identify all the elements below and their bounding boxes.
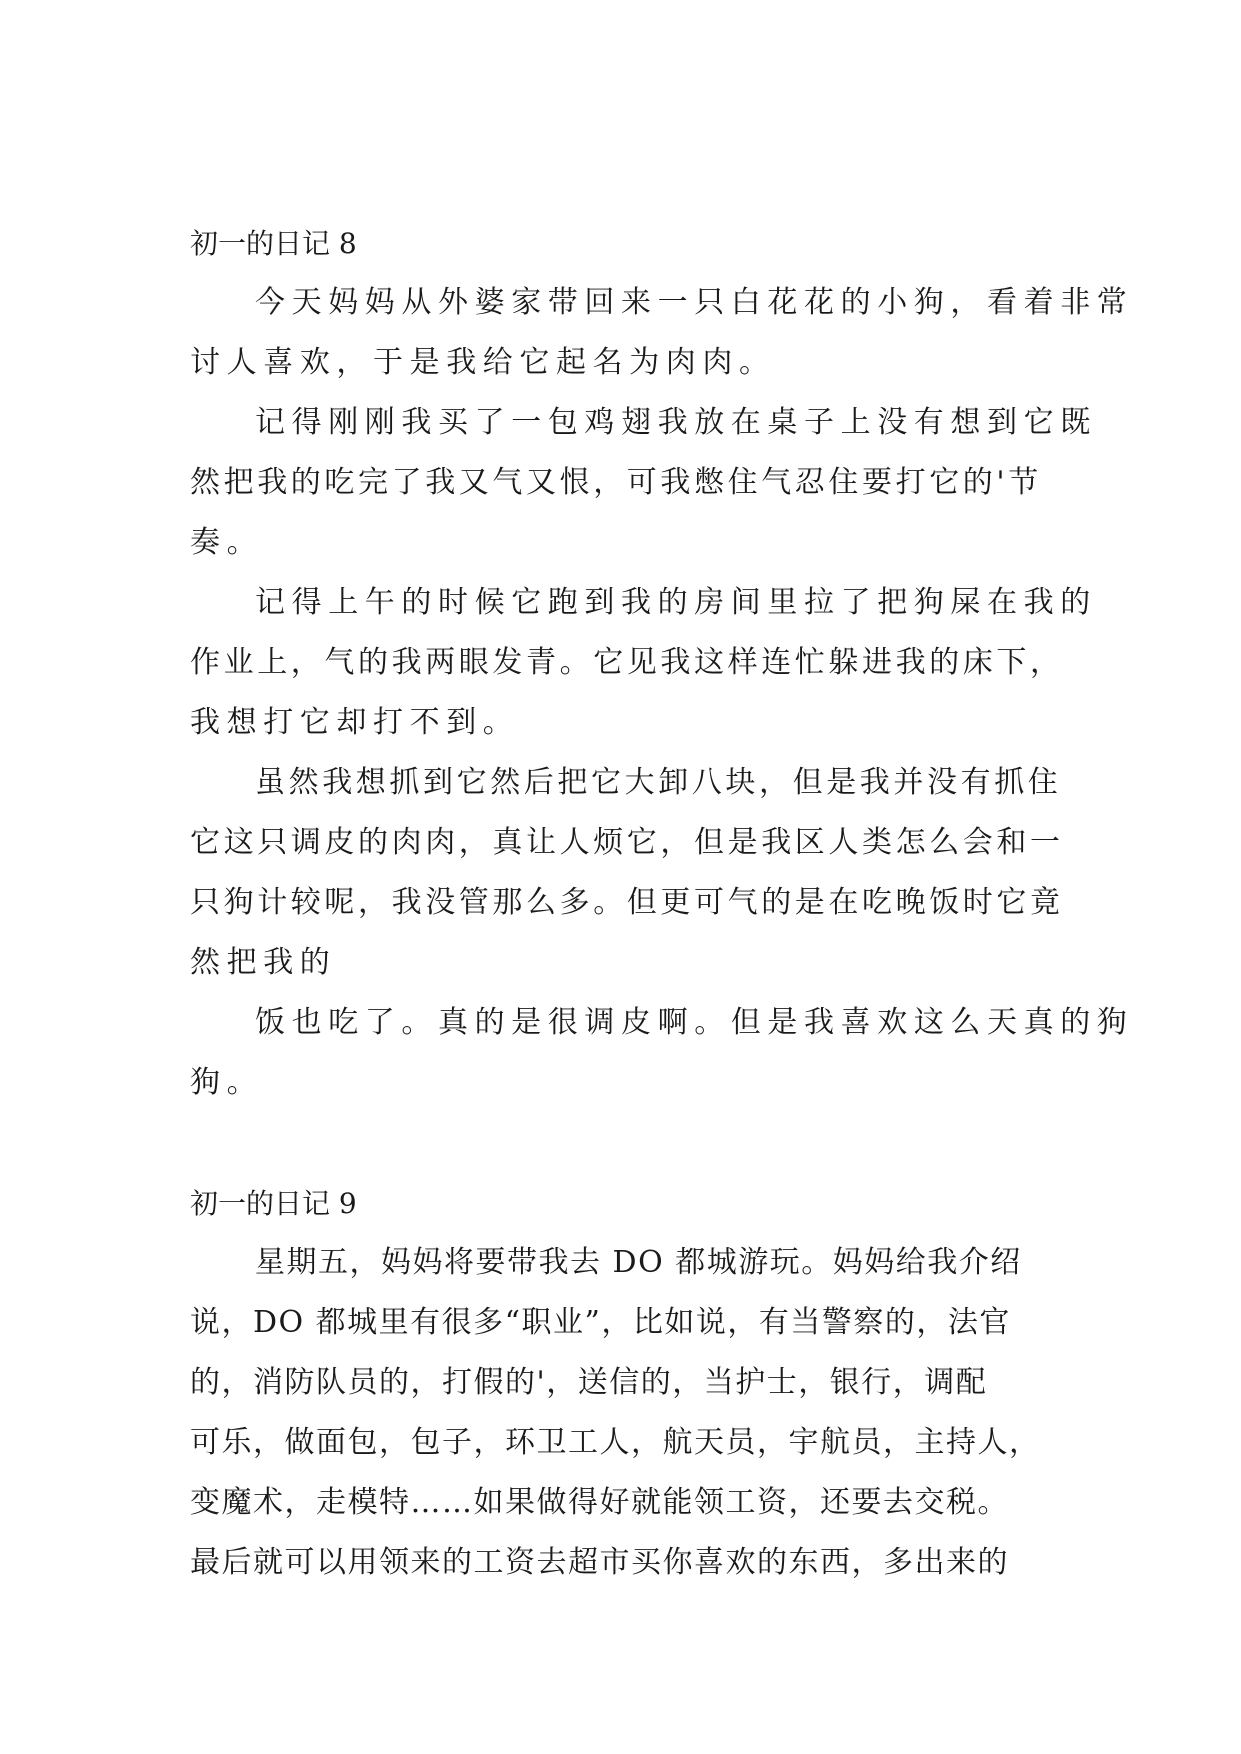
paragraph-line: 我想打它却打不到。 [190,705,520,740]
paragraph-line: 讨人喜欢，于是我给它起名为肉肉。 [190,345,776,380]
paragraph-line: 然把我的 [190,945,337,980]
paragraph-line: 虽然我想抓到它然后把它大卸八块，但是我并没有抓住 [255,765,1062,800]
paragraph-line: 作业上，气的我两眼发青。它见我这样连忙躲进我的床下， [190,645,1064,680]
paragraph-line: 可乐，做面包，包子，环卫工人，航天员，宇航员，主持人， [190,1425,1041,1460]
paragraph-line: 变魔术，走模特……如果做得好就能领工资，还要去交税。 [190,1485,1009,1520]
paragraph-line: 只狗计较呢，我没管那么多。但更可气的是在吃晚饭时它竟 [190,885,1064,920]
paragraph-line: 奏。 [190,525,264,560]
paragraph-line: 星期五，妈妈将要带我去 DO 都城游玩。妈妈给我介绍 [255,1245,1022,1280]
paragraph-line: 狗。 [190,1065,264,1100]
paragraph-line: 记得上午的时候它跑到我的房间里拉了把狗屎在我的 [255,585,1097,620]
paragraph-line: 最后就可以用领来的工资去超市买你喜欢的东西，多出来的 [190,1545,1009,1580]
paragraph-line: 今天妈妈从外婆家带回来一只白花花的小狗，看着非常 [255,285,1134,320]
paragraph-line: 它这只调皮的肉肉，真让人烦它，但是我区人类怎么会和一 [190,825,1064,860]
diary-title-8: 初一的日记 8 [190,227,357,260]
paragraph-line: 记得刚刚我买了一包鸡翅我放在桌子上没有想到它既 [255,405,1097,440]
paragraph-line: 饭也吃了。真的是很调皮啊。但是我喜欢这么天真的狗 [255,1005,1134,1040]
paragraph-line: 然把我的吃完了我又气又恨，可我憋住气忍住要打它的'节 [190,465,1042,500]
diary-title-9: 初一的日记 9 [190,1187,357,1220]
paragraph-line: 说，DO 都城里有很多“职业”，比如说，有当警察的，法官 [190,1305,1011,1340]
paragraph-line: 的，消防队员的，打假的'，送信的，当护士，银行，调配 [190,1365,988,1400]
